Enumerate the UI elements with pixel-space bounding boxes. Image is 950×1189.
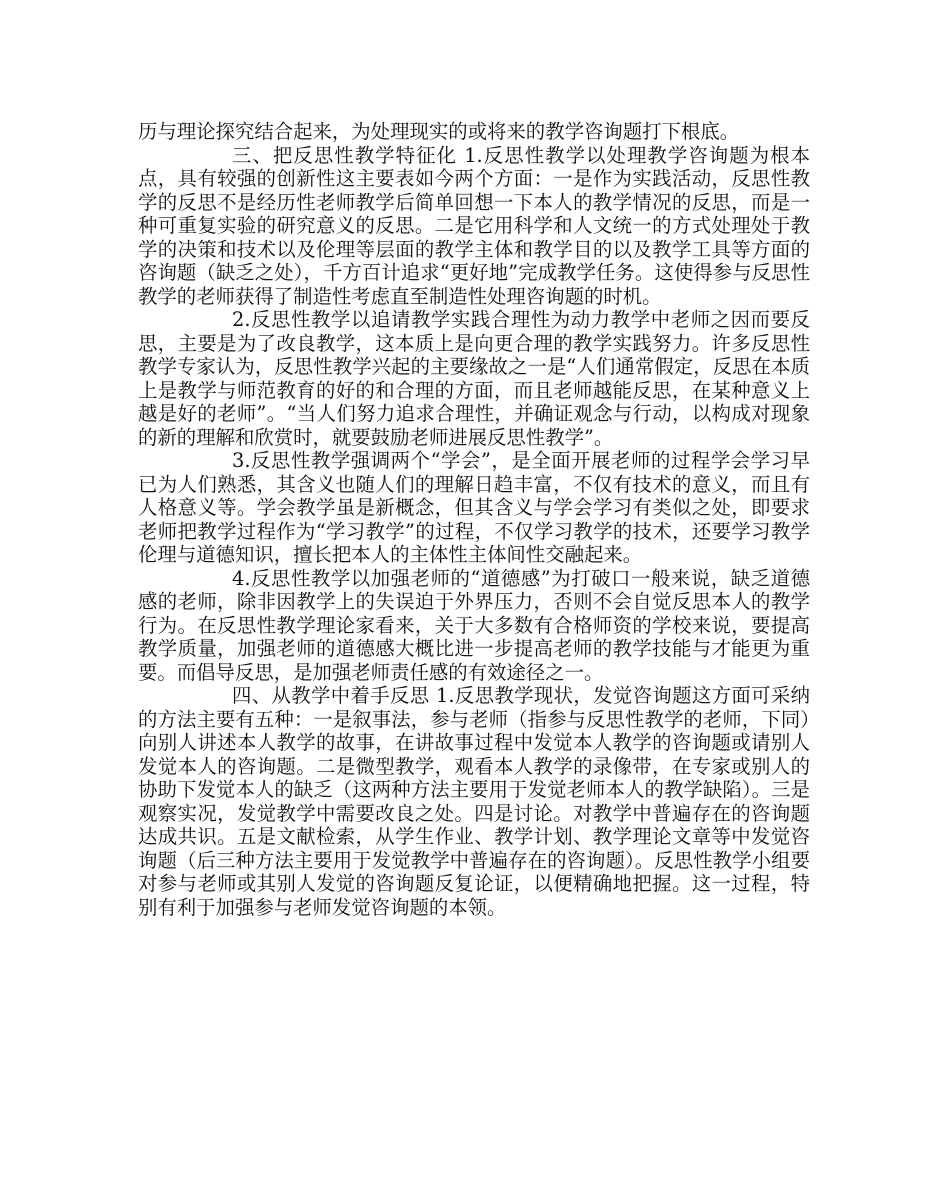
paragraph-point-three: 3.反思性教学强调两个“学会”，是全面开展老师的过程学会学习早已为人们熟悉，其含义也随人们的理解日趋丰富，不仅有技术的意义，而且有人格意义等。学会教学虽是新概念，但其含义与学会学习有类似之处，即要求老师把教学过程作为“学习教学”的过程，不仅学习教学的技术，还要学习教学伦理与道德知识，擅长把本人的主体性主体间性交融起来。 [138,449,810,566]
paragraph-point-four: 4.反思性教学以加强老师的“道德感”为打破口一般来说，缺乏道德感的老师，除非因教学上的失误迫于外界压力，否则不会自觉反思本人的教学行为。在反思性教学理论家看来，关于大多数有合格师资的学校来说，要提高教学质量，加强老师的道德感大概比进一步提高老师的教学技能与才能更为重要。而倡导反思，是加强老师责任感的有效途径之一。 [138,566,810,684]
paragraph-section-four: 四、从教学中着手反思 1.反思教学现状，发觉咨询题这方面可采纳的方法主要有五种：一是叙事法，参与老师（指参与反思性教学的老师，下同）向别人讲述本人教学的故事，在讲故事过程中发觉本人教学的咨询题或请别人发觉本人的咨询题。二是微型教学，观看本人教学的录像带，在专家或别人的协助下发觉本人的缺乏（这两种方法主要用于发觉老师本人的教学缺陷）。三是观察实况，发觉教学中需要改良之处。四是讨论。对教学中普遍存在的咨询题达成共识。五是文献检索，从学生作业、教学计划、教学理论文章等中发觉咨询题（后三种方法主要用于发觉教学中普遍存在的咨询题）。反思性教学小组要对参与老师或其别人发觉的咨询题反复论证，以便精确地把握。这一过程，特别有利于加强参与老师发觉咨询题的本领。 [138,684,810,919]
body-text [138,120,810,919]
paragraph-point-two: 2.反思性教学以追请教学实践合理性为动力教学中老师之因而要反思，主要是为了改良教学，这本质上是向更合理的教学实践努力。许多反思性教学专家认为，反思性教学兴起的主要缘故之一是“人们通常假定，反思在本质上是教学与师范教育的好的和合理的方面，而且老师越能反思，在某种意义上越是好的老师”。“当人们努力追求合理性，并确证观念与行动，以构成对现象的新的理解和欣赏时，就要鼓励老师进展反思性教学”。 [138,308,810,449]
paragraph-section-three: 三、把反思性教学特征化 1.反思性教学以处理教学咨询题为根本点，具有较强的创新性这主要表如今两个方面：一是作为实践活动，反思性教学的反思不是经历性老师教学后简单回想一下本人的教学情况的反思，而是一种可重复实验的研究意义的反思。二是它用科学和人文统一的方式处理处于教学的决策和技术以及伦理等层面的教学主体和教学目的以及教学工具等方面的咨询题（缺乏之处），千方百计追求“更好地”完成教学任务。这使得参与反思性教学的老师获得了制造性考虑直至制造性处理咨询题的时机。 [138,143,810,308]
paragraph-continuation: 历与理论探究结合起来，为处理现实的或将来的教学咨询题打下根底。 [138,120,740,143]
